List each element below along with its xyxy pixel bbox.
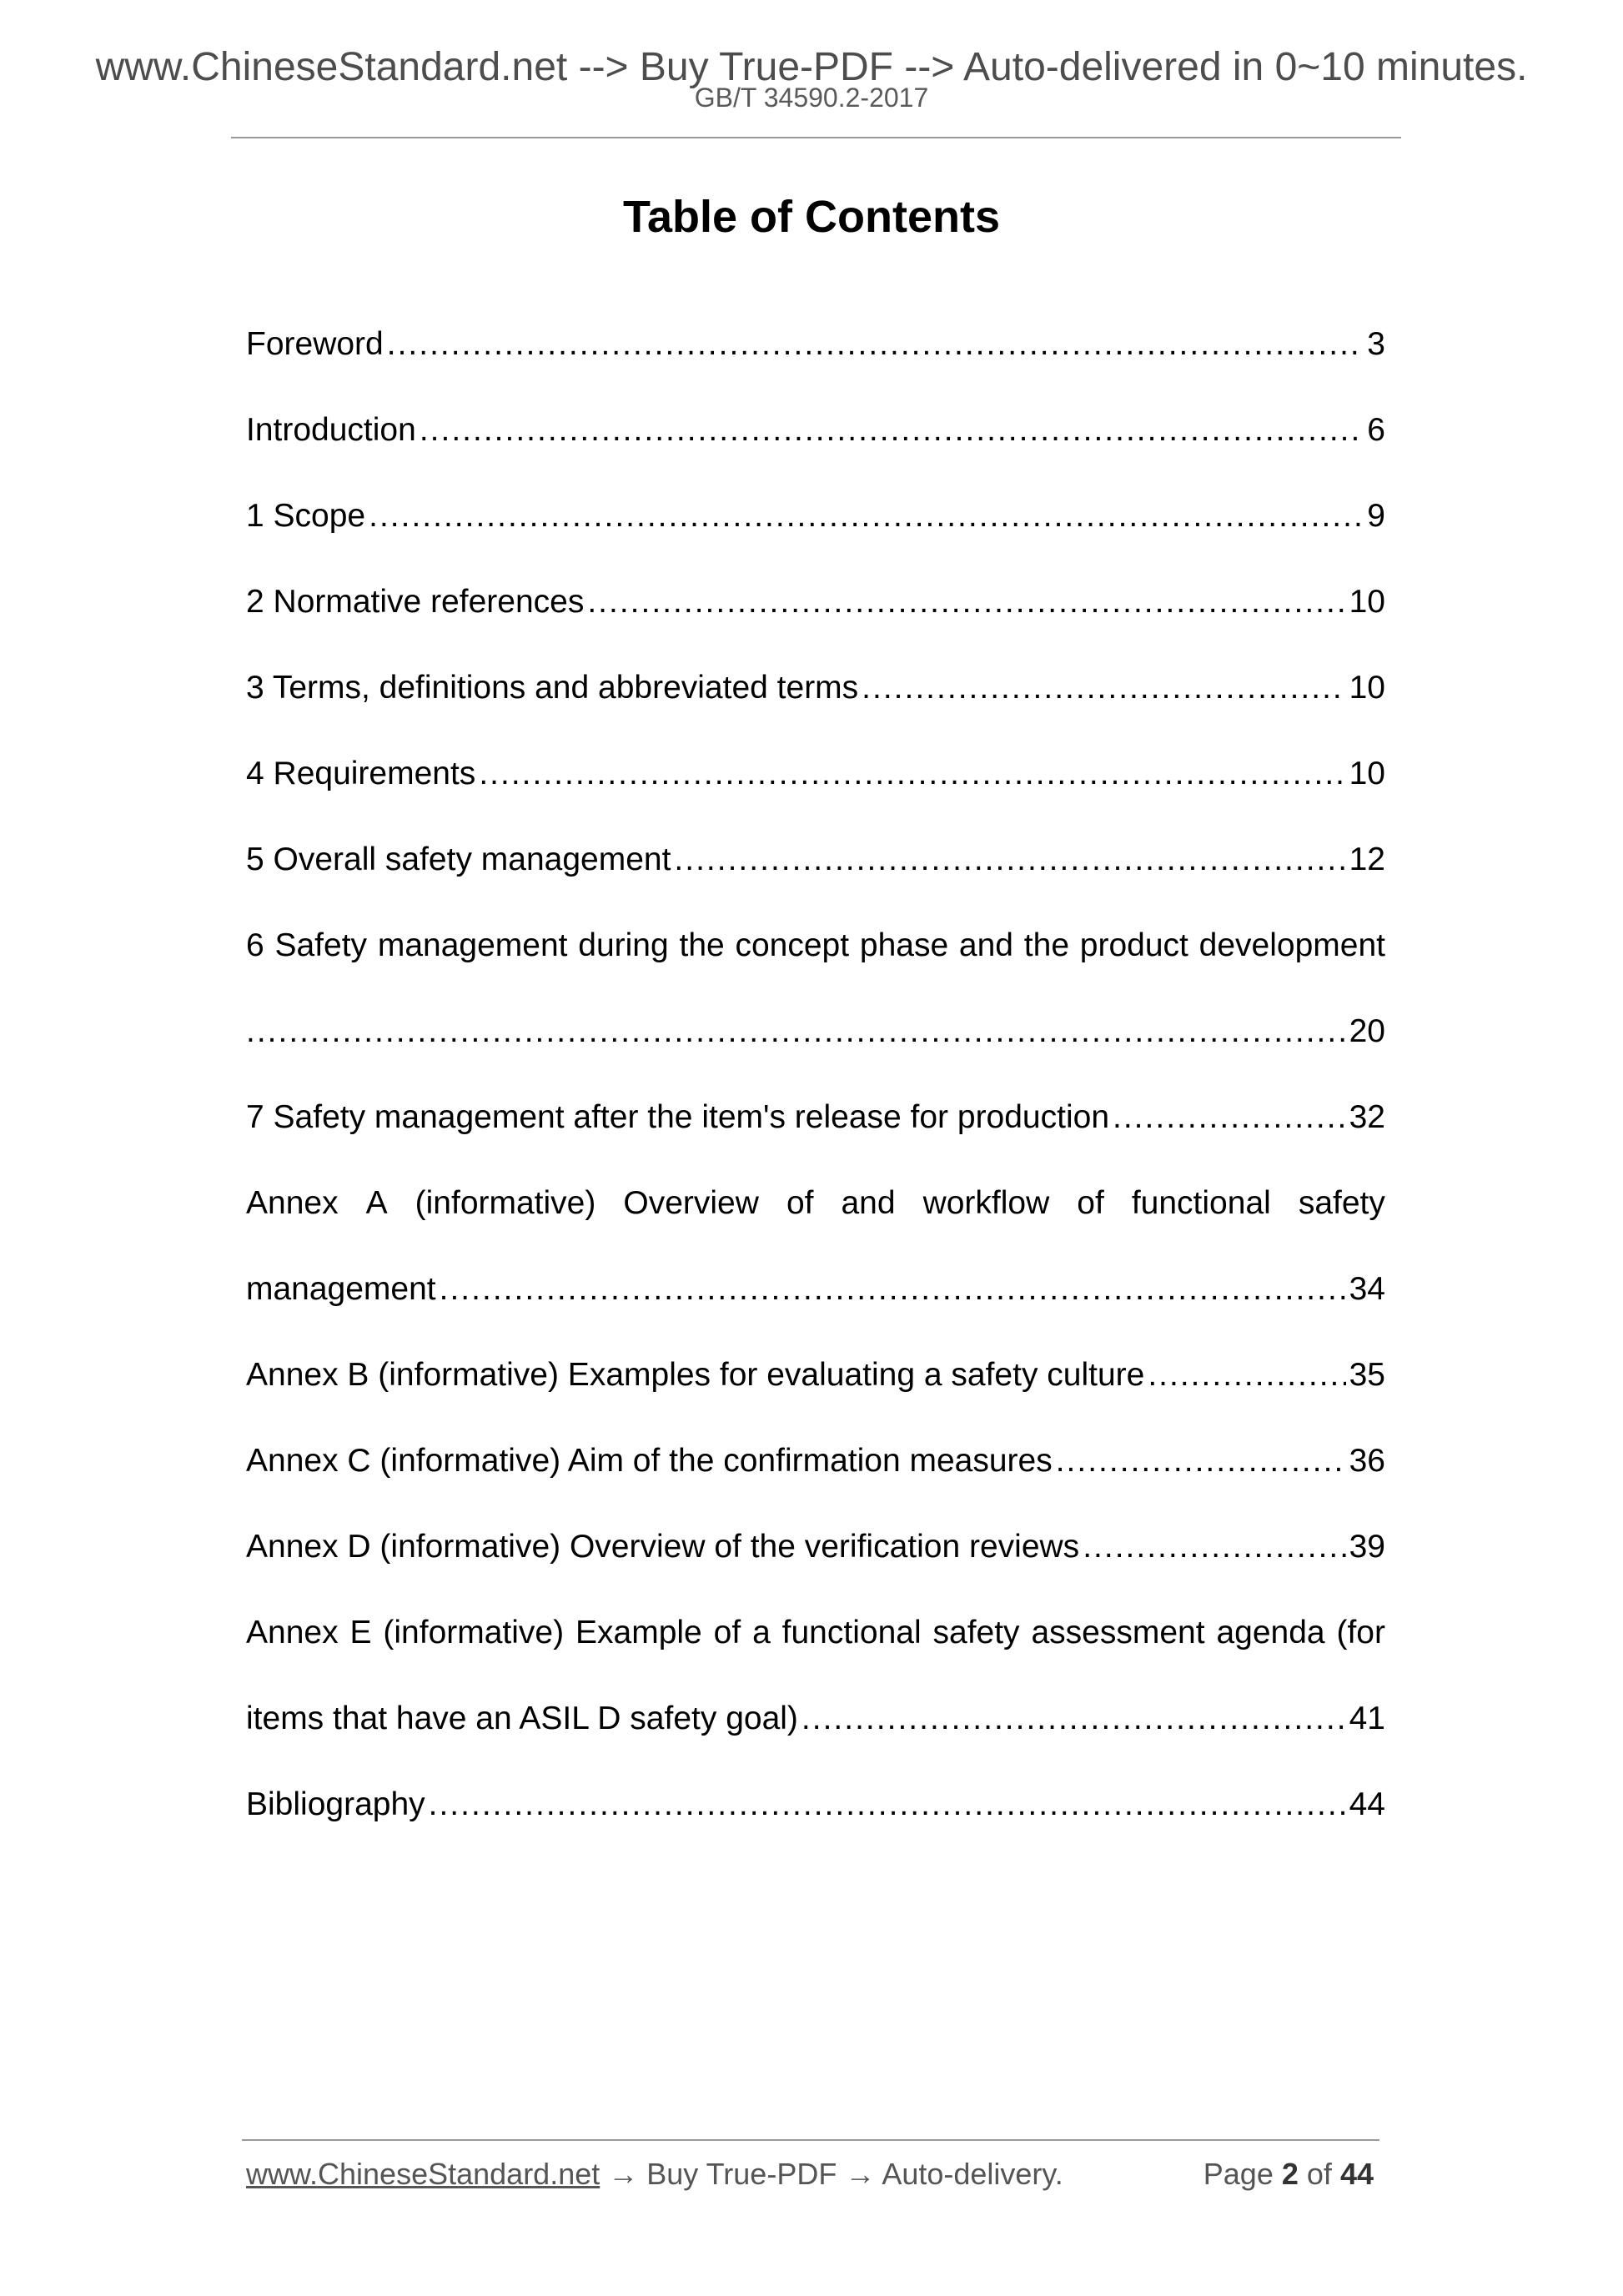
toc-entry-label: 5 Overall safety management	[246, 842, 671, 877]
toc-word: (informative)	[415, 1185, 596, 1221]
toc-entry-page: 36	[1349, 1443, 1385, 1479]
toc-word: of	[1077, 1185, 1104, 1221]
toc-leader-dots	[1113, 1094, 1346, 1141]
toc-entry-page: 10	[1349, 670, 1385, 706]
toc-entry-page: 34	[1349, 1271, 1385, 1307]
toc-entry-concept-phase-line1[interactable]: 6 Safety management during the concept phase and the product development	[246, 927, 1385, 963]
toc-entry-label: 3 Terms, definitions and abbreviated terms	[246, 670, 859, 706]
toc-entry-label: 1 Scope	[246, 498, 366, 534]
toc-leader-dots	[1148, 1352, 1345, 1399]
toc-entry-label: Bibliography	[246, 1786, 425, 1822]
toc-entry-page: 6	[1367, 412, 1385, 448]
toc-entry-page: 10	[1349, 584, 1385, 620]
page-of-label: of	[1306, 2157, 1332, 2191]
toc-entry-bibliography[interactable]	[246, 1781, 1385, 1867]
toc-entry-introduction[interactable]	[246, 407, 1385, 493]
toc-leader-dots	[420, 407, 1364, 454]
toc-word: Overview	[623, 1185, 759, 1221]
header-divider	[231, 137, 1401, 138]
toc-leader-dots	[801, 1696, 1346, 1742]
toc-entry-scope[interactable]	[246, 493, 1385, 579]
toc-entry-label: Annex B (informative) Examples for evaluating a safety culture	[246, 1357, 1145, 1393]
standard-code: GB/T 34590.2-2017	[694, 83, 929, 113]
toc-entry-page: 3	[1367, 326, 1385, 362]
toc-leader-dots	[862, 665, 1345, 711]
toc-entry-concept-phase[interactable]	[246, 1008, 1385, 1094]
toc-leader-dots	[1056, 1438, 1346, 1485]
toc-leader-dots	[246, 1008, 1346, 1055]
toc-entry-label: 4 Requirements	[246, 756, 476, 791]
header-banner: www.ChineseStandard.net --> Buy True-PDF --> Auto-delivered in 0~10 minutes.	[95, 45, 1528, 89]
toc-entry-requirements[interactable]	[246, 751, 1385, 837]
toc-leader-dots	[674, 837, 1345, 883]
toc-entry-label: Annex D (informative) Overview of the verification reviews	[246, 1529, 1080, 1565]
toc-entry-annex-d[interactable]	[246, 1524, 1385, 1610]
toc-word: functional	[1131, 1185, 1271, 1221]
footer-divider	[242, 2139, 1379, 2141]
toc-entry-label: 7 Safety management after the item's release for production	[246, 1099, 1110, 1135]
toc-entry-page: 41	[1349, 1701, 1385, 1736]
toc-leader-dots	[369, 493, 1364, 540]
toc-leader-dots	[440, 1266, 1346, 1313]
toc-leader-dots	[1083, 1524, 1345, 1570]
page-number	[1203, 2156, 1374, 2193]
toc-word: of	[786, 1185, 814, 1221]
toc-entry-label: Foreword	[246, 326, 384, 362]
toc-entry-terms[interactable]	[246, 665, 1385, 751]
toc-leader-dots	[429, 1781, 1346, 1828]
toc-entry-annex-e-line1[interactable]: Annex E (informative) Example of a functional safety assessment agenda (for	[246, 1615, 1385, 1650]
toc-entry-normative-references[interactable]	[246, 579, 1385, 665]
toc-word: and	[841, 1185, 896, 1221]
toc-leader-dots	[587, 579, 1345, 625]
footer-tagline: → Buy True-PDF → Auto-delivery.	[600, 2157, 1063, 2191]
toc-entry-annex-e[interactable]	[246, 1696, 1385, 1781]
toc-entry-label: management	[246, 1271, 436, 1307]
toc-entry-page: 10	[1349, 756, 1385, 791]
toc-entry-label: Annex C (informative) Aim of the confirmation measures	[246, 1443, 1053, 1479]
table-of-contents	[246, 321, 1385, 1867]
footer-site-link[interactable]: www.ChineseStandard.net	[246, 2157, 600, 2191]
page-title: Table of Contents	[623, 192, 1000, 242]
toc-entry-page: 39	[1349, 1529, 1385, 1565]
toc-entry-label: 2 Normative references	[246, 584, 585, 620]
toc-entry-page: 9	[1367, 498, 1385, 534]
toc-word: A	[365, 1185, 388, 1221]
toc-leader-dots	[387, 321, 1364, 368]
toc-entry-page: 32	[1349, 1099, 1385, 1135]
toc-entry-overall-safety-management[interactable]	[246, 837, 1385, 922]
toc-leader-dots	[479, 751, 1345, 797]
toc-word: safety	[1298, 1185, 1385, 1221]
total-pages: 44	[1339, 2157, 1374, 2191]
toc-entry-label: items that have an ASIL D safety goal)	[246, 1701, 798, 1736]
toc-entry-annex-a[interactable]	[246, 1266, 1385, 1352]
toc-entry-page: 44	[1349, 1786, 1385, 1822]
toc-entry-annex-a-line1[interactable]	[246, 1180, 1385, 1266]
current-page: 2	[1281, 2157, 1299, 2191]
page-label: Page	[1203, 2157, 1274, 2191]
toc-entry-annex-b[interactable]	[246, 1352, 1385, 1438]
toc-entry-annex-c[interactable]	[246, 1438, 1385, 1524]
toc-word: Annex	[246, 1185, 339, 1221]
toc-entry-page: 12	[1349, 842, 1385, 877]
toc-entry-page: 35	[1349, 1357, 1385, 1393]
toc-entry-foreword[interactable]	[246, 321, 1385, 407]
toc-entry-page: 20	[1349, 1013, 1385, 1049]
toc-entry-after-release[interactable]	[246, 1094, 1385, 1180]
toc-entry-label: Introduction	[246, 412, 416, 448]
toc-word: workflow	[922, 1185, 1050, 1221]
